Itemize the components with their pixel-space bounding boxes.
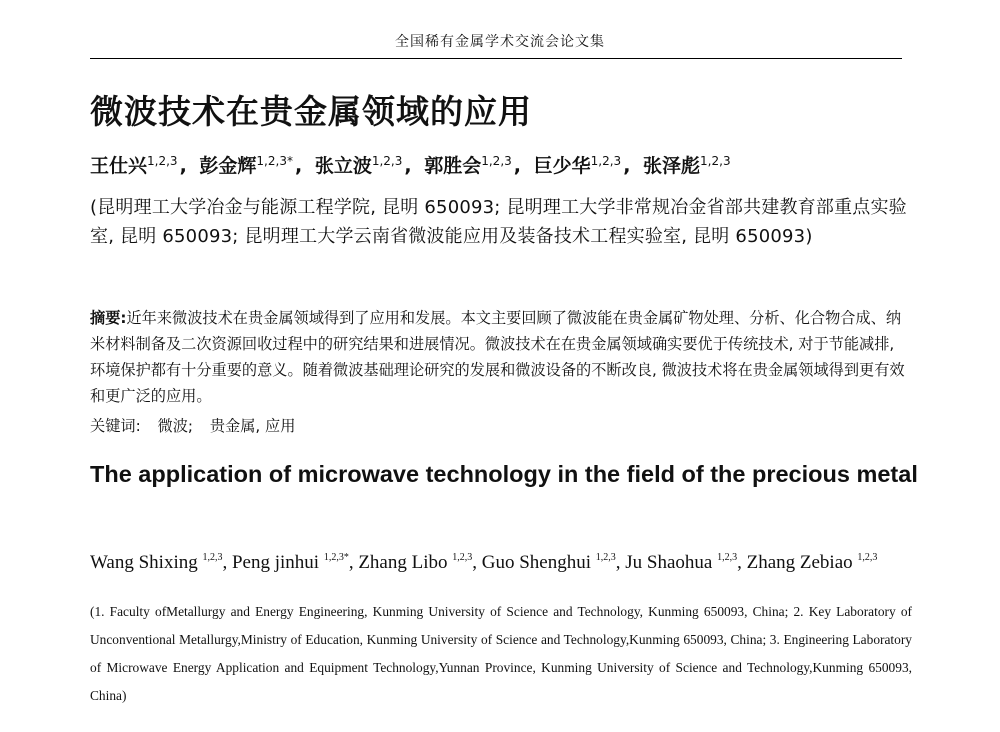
chinese-authors: 王仕兴$^{1,2,3}$ , 彭金辉$^{1,2,3*}$ , 张立波$^{1,2,3}$ , 郭胜会$^{1,2,3}$ , 巨少华$^{1,2,3}$ , 张泽彪$^{1,2,3}$ <box>90 154 731 177</box>
author-cn-6: 张泽彪$^{1,2,3}$ <box>643 154 731 177</box>
author-cn-5: 巨少华$^{1,2,3}$ <box>533 154 622 177</box>
author-en-3: Zhang Libo $^{1,2,3}$ <box>358 552 473 573</box>
running-header: 全国稀有金属学术交流会论文集 <box>395 34 605 50</box>
author-en-2: Peng jinhui $^{1,2,3*}$ <box>231 552 349 573</box>
author-cn-4: 郭胜会$^{1,2,3}$ <box>424 154 512 177</box>
author-en-4: Guo Shenghui $^{1,2,3}$ <box>481 552 616 573</box>
author-en-5: Ju Shaohua $^{1,2,3}$ <box>625 552 738 573</box>
author-en-1: Wang Shixing $^{1,2,3}$ <box>90 552 223 573</box>
author-en-6: Zhang Zebiao $^{1,2,3}$ <box>746 552 878 573</box>
chinese-keywords <box>90 415 295 436</box>
english-affiliation: (1. Faculty ofMetallurgy and Energy Engineering, Kunming University of Science and Technology, Kunming 650093, China; 2. Key Laboratory of Unconventional Metallurgy,Ministry of Education, Kunming University of Science and Technology,Kunming 650093, China; 3. Engineering Laboratory of Microwave Energy Application and Equipment Technology,Yunnan Province, Kunming University of Science and Technology,Kunming 650093, China) <box>90 604 912 703</box>
english-authors: Wang Shixing $^{1,2,3}$, Peng jinhui $^{1,2,3*}$, Zhang Libo $^{1,2,3}$, Guo Shenghui $^{1,2,3}$, Ju Shaohua $^{1,2,3}$, Zhang Zebiao $^{1,2,3}$ <box>90 552 878 573</box>
chinese-title: 微波技术在贵金属领域的应用 <box>90 92 532 131</box>
keywords-label: 关键词: <box>90 417 141 435</box>
chinese-abstract <box>90 305 912 409</box>
author-cn-3: 张立波$^{1,2,3}$ <box>314 154 403 177</box>
keyword-item: 微波; <box>157 417 194 435</box>
chinese-affiliation: (昆明理工大学冶金与能源工程学院, 昆明 650093; 昆明理工大学非常规冶金省部共建教育部重点实验室, 昆明 650093; 昆明理工大学云南省微波能应用及装备技术工程实验室, 昆明 650093) <box>90 197 907 247</box>
author-cn-1: 王仕兴$^{1,2,3}$ <box>90 154 178 177</box>
abstract-label: 摘要: <box>90 309 127 327</box>
author-cn-2: 彭金辉$^{1,2,3*}$ <box>199 154 293 177</box>
header-rule <box>90 58 902 59</box>
english-title: The application of microwave technology in the field of the precious metal <box>90 461 918 487</box>
abstract-text: 近年来微波技术在贵金属领域得到了应用和发展。本文主要回顾了微波能在贵金属矿物处理、分析、化合物合成、纳米材料制备及二次资源回收过程中的研究结果和进展情况。微波技术在在贵金属领域确实要优于传统技术, 对于节能减排, 环境保护都有十分重要的意义。随着微波基础理论研究的发展和微波设备的不断改良, 微波技术将在贵金属领域得到更有效和更广泛的应用。 <box>90 309 905 405</box>
keyword-item: 贵金属, 应用 <box>209 417 296 435</box>
